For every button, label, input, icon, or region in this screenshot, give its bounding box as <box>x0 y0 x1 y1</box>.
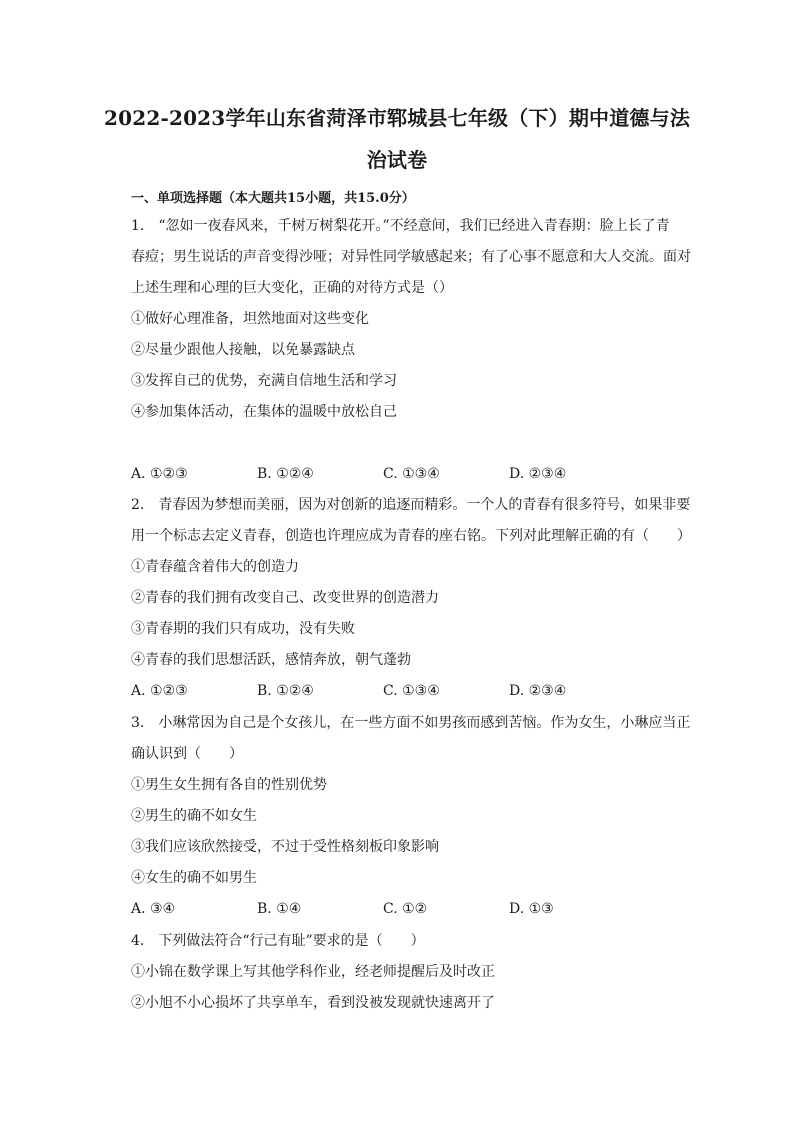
section-heading: 一、单项选择题（本大题共15小题，共15.0分） <box>131 191 415 206</box>
question-2-option-b[interactable]: B. ①②④ <box>257 683 314 699</box>
question-1-option-d[interactable]: D. ②③④ <box>509 466 567 482</box>
question-2-option-d[interactable]: D. ②③④ <box>509 683 567 699</box>
question-1-stem-line-3: 上述生理和心理的巨大变化，正确的对待方式是（） <box>131 280 453 296</box>
question-2-stem-line-1: 2. 青春因为梦想而美丽，因为对创新的追逐而精彩。一个人的青春有很多符号，如果非要 <box>131 497 691 513</box>
question-3-stem-line-1: 3. 小琳常因为自己是个女孩儿，在一些方面不如男孩而感到苦恼。作为女生，小琳应当正 <box>131 715 691 731</box>
question-2-statement-2: ②青春的我们拥有改变自己、改变世界的创造潜力 <box>131 590 439 606</box>
question-1-spacer <box>131 428 691 459</box>
question-3 <box>131 708 691 925</box>
question-2-statement-1: ①青春蕴含着伟大的创造力 <box>131 559 299 575</box>
question-4-stem-line-1: 4. 下列做法符合“行己有耻”要求的是（ ） <box>131 933 425 949</box>
question-1-option-a[interactable]: A. ①②③ <box>131 466 188 482</box>
question-1-statement-3: ③发挥自己的优势，充满自信地生活和学习 <box>131 373 397 389</box>
question-1-stem-line-1: 1. “忽如一夜春风来，千树万树梨花开。”不经意间，我们已经进入青春期：脸上长了青 <box>131 218 670 234</box>
question-2-statement-3: ③青春期的我们只有成功，没有失败 <box>131 621 355 637</box>
question-3-statement-4: ④女生的确不如男生 <box>131 870 257 886</box>
question-3-statement-2: ②男生的确不如女生 <box>131 808 257 824</box>
question-2-stem-line-2: 用一个标志去定义青春，创造也许理应成为青春的座右铭。下列对此理解正确的有（ ） <box>131 528 691 544</box>
question-1-statement-4: ④参加集体活动，在集体的温暖中放松自己 <box>131 404 397 420</box>
exam-title-line-1: 2022-2023学年山东省菏泽市郓城县七年级（下）期中道德与法 <box>103 106 691 130</box>
question-4 <box>131 926 691 1019</box>
question-1-option-c[interactable]: C. ①③④ <box>383 466 440 482</box>
question-2 <box>131 490 691 707</box>
question-1-options <box>131 459 691 490</box>
question-4-statement-1: ①小锦在数学课上写其他学科作业，经老师提醒后及时改正 <box>131 964 495 980</box>
question-3-statement-3: ③我们应该欣然接受，不过于受性格刻板印象影响 <box>131 839 439 855</box>
question-3-options <box>131 894 691 925</box>
question-1-statement-1: ①做好心理准备，坦然地面对这些变化 <box>131 311 369 327</box>
question-1 <box>131 211 691 490</box>
question-1-option-b[interactable]: B. ①②④ <box>257 466 314 482</box>
question-4-statement-2: ②小旭不小心损坏了共享单车，看到没被发现就快速离开了 <box>131 995 495 1011</box>
question-1-statement-2: ②尽量少跟他人接触，以免暴露缺点 <box>131 342 355 358</box>
question-3-statement-1: ①男生女生拥有各自的性别优势 <box>131 777 327 793</box>
question-1-stem-line-2: 春痘；男生说话的声音变得沙哑；对异性同学敏感起来；有了心事不愿意和大人交流。面对 <box>131 249 691 265</box>
question-3-stem-line-2: 确认识到（ ） <box>131 746 243 762</box>
exam-title-line-2: 治试卷 <box>366 148 428 172</box>
question-3-option-b[interactable]: B. ①④ <box>257 901 302 917</box>
question-2-option-c[interactable]: C. ①③④ <box>383 683 440 699</box>
question-3-option-c[interactable]: C. ①② <box>383 901 428 917</box>
question-2-option-a[interactable]: A. ①②③ <box>131 683 188 699</box>
question-3-option-a[interactable]: A. ③④ <box>131 901 176 917</box>
question-3-option-d[interactable]: D. ①③ <box>509 901 554 917</box>
question-2-options <box>131 676 691 707</box>
question-2-statement-4: ④青春的我们思想活跃，感情奔放，朝气蓬勃 <box>131 652 411 668</box>
